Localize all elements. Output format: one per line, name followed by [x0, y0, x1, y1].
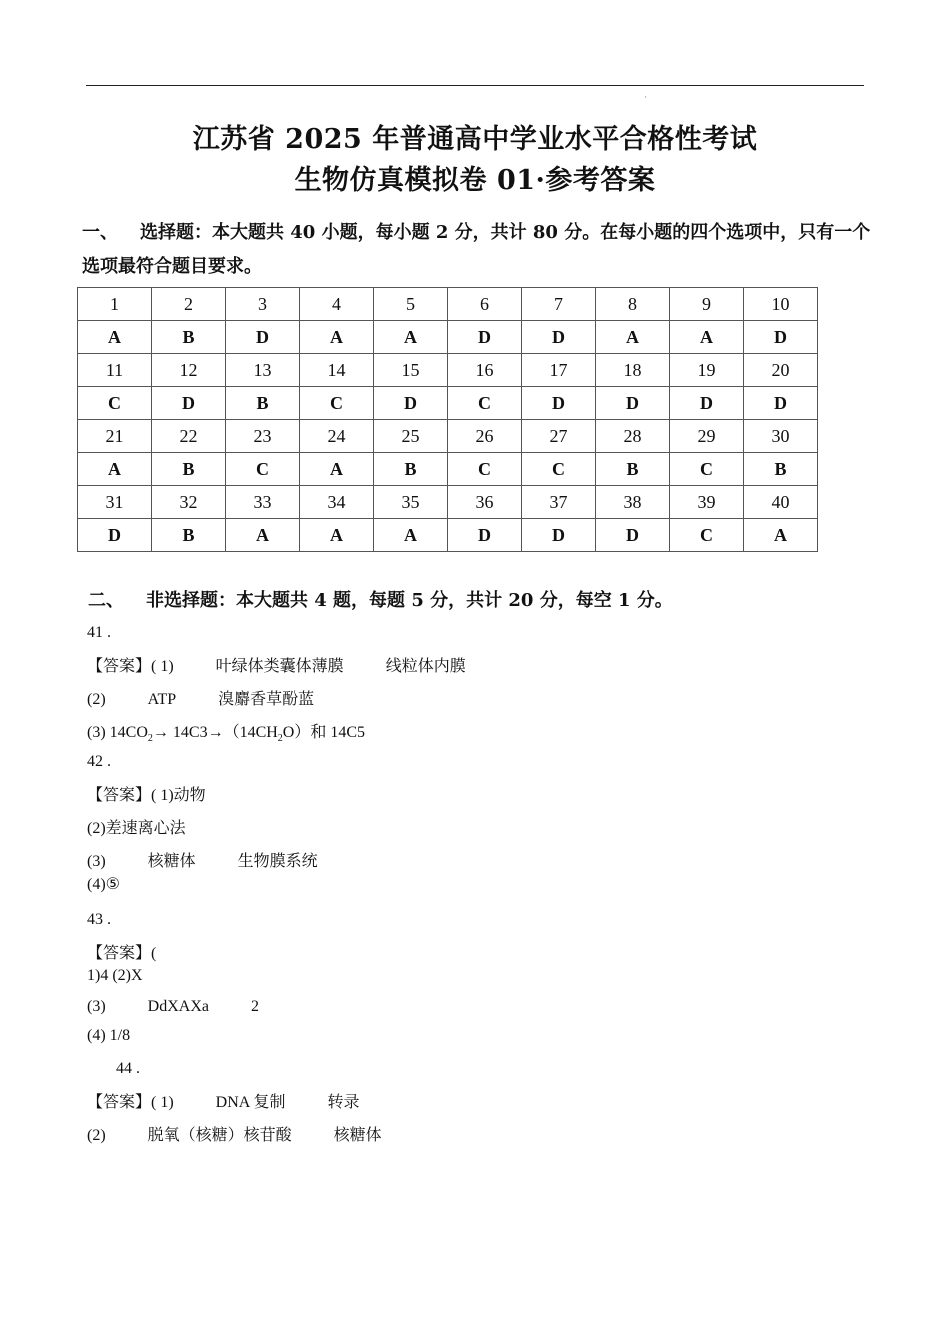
q41-answer-1 — [87, 653, 466, 676]
answer-letter-cell: D — [152, 387, 226, 420]
answer-letter-cell: B — [596, 453, 670, 486]
question-number-cell: 8 — [596, 288, 670, 321]
q44-l1-a: DNA 复制 — [215, 1094, 286, 1111]
answer-letter-cell: B — [226, 387, 300, 420]
q41-l2-a: ATP — [147, 691, 177, 708]
answer-letter-cell: A — [226, 519, 300, 552]
answer-letter-cell: D — [448, 519, 522, 552]
question-number-row — [78, 420, 818, 453]
question-number-cell: 23 — [226, 420, 300, 453]
section2-text: 非选择题：本大题共 4 题，每题 5 分，共计 20 分，每空 1 分。 — [146, 590, 673, 611]
answer-letter-cell: D — [596, 519, 670, 552]
q43-answer-4: (4) 1/8 — [87, 1027, 131, 1044]
answer-letter-cell: A — [374, 321, 448, 354]
answer-letter-cell: A — [374, 519, 448, 552]
question-number-cell: 38 — [596, 486, 670, 519]
q44-answer-1 — [87, 1089, 359, 1112]
question-number-cell: 25 — [374, 420, 448, 453]
answer-letter-cell: D — [374, 387, 448, 420]
question-number-cell: 28 — [596, 420, 670, 453]
q41-l1-prefix: 【答案】( 1) — [87, 658, 174, 675]
question-number-cell: 34 — [300, 486, 374, 519]
q43-answer-2: 1)4 (2)X — [87, 967, 143, 984]
q43-answer-1: 【答案】( — [87, 945, 157, 962]
q43-l3-prefix: (3) — [87, 998, 106, 1015]
q43-l3-b: 2 — [250, 998, 259, 1015]
answer-table — [77, 287, 818, 552]
question-number-cell: 24 — [300, 420, 374, 453]
q43-l3-a: DdXAXa — [147, 998, 209, 1015]
answer-letter-cell: A — [596, 321, 670, 354]
question-number-cell: 13 — [226, 354, 300, 387]
question-number-cell: 35 — [374, 486, 448, 519]
question-number-cell: 17 — [522, 354, 596, 387]
question-number-row — [78, 486, 818, 519]
answer-letter-cell: B — [152, 519, 226, 552]
question-number-cell: 20 — [744, 354, 818, 387]
q41-l2-prefix: (2) — [87, 691, 106, 708]
q44-l2-a: 脱氧（核糖）核苷酸 — [147, 1127, 292, 1144]
question-number-cell: 15 — [374, 354, 448, 387]
question-number-cell: 39 — [670, 486, 744, 519]
q43-answer-3 — [87, 998, 259, 1016]
answer-letter-cell: A — [300, 519, 374, 552]
question-number-cell: 22 — [152, 420, 226, 453]
question-number-cell: 19 — [670, 354, 744, 387]
answer-letter-cell: D — [78, 519, 152, 552]
question-number-row — [78, 354, 818, 387]
q41-l3-sub2: 2 — [277, 733, 283, 745]
answer-letter-cell: D — [226, 321, 300, 354]
section1-heading — [82, 216, 872, 284]
q42-l3-a: 核糖体 — [147, 853, 196, 870]
q42-answer-2: (2)差速离心法 — [87, 820, 186, 837]
question-number-cell: 6 — [448, 288, 522, 321]
question-number-cell: 16 — [448, 354, 522, 387]
question-number-cell: 36 — [448, 486, 522, 519]
q44-l1-b: 转录 — [327, 1094, 360, 1111]
answer-letter-row — [78, 519, 818, 552]
q41-label: 41 . — [87, 624, 111, 641]
q42-answer-1: 【答案】( 1)动物 — [87, 787, 206, 804]
question-number-cell: 7 — [522, 288, 596, 321]
q41-l1-b: 线粒体内膜 — [385, 658, 466, 675]
answer-letter-row — [78, 321, 818, 354]
header-mark: ' — [645, 96, 647, 103]
q42-answer-4: (4)⑤ — [87, 876, 120, 893]
question-number-cell: 21 — [78, 420, 152, 453]
answer-letter-cell: D — [744, 387, 818, 420]
answer-letter-cell: A — [744, 519, 818, 552]
answer-letter-cell: D — [522, 321, 596, 354]
answer-letter-cell: B — [374, 453, 448, 486]
page-subtitle: 生物仿真模拟卷 01·参考答案 — [294, 165, 656, 196]
question-number-cell: 31 — [78, 486, 152, 519]
answer-letter-cell: C — [522, 453, 596, 486]
q44-answer-2 — [87, 1122, 382, 1145]
answer-letter-cell: B — [744, 453, 818, 486]
header-rule — [86, 85, 864, 86]
answer-letter-cell: A — [78, 453, 152, 486]
question-number-cell: 26 — [448, 420, 522, 453]
section1-text: 选择题：本大题共 40 小题，每小题 2 分，共计 80 分。在每小题的四个选项中，只有一个选项最符合题目要求。 — [82, 222, 871, 277]
answer-letter-row — [78, 453, 818, 486]
q41-l3-a: (3) 14CO — [87, 724, 148, 741]
question-number-cell: 14 — [300, 354, 374, 387]
q41-l3-sub1: 2 — [147, 733, 153, 745]
question-number-cell: 4 — [300, 288, 374, 321]
question-number-cell: 33 — [226, 486, 300, 519]
section2-heading — [88, 586, 673, 612]
question-number-cell: 12 — [152, 354, 226, 387]
q41-l2-b: 溴麝香草酚蓝 — [218, 691, 315, 708]
q42-answer-3 — [87, 848, 318, 871]
q41-answer-3 — [87, 719, 365, 744]
question-number-cell: 18 — [596, 354, 670, 387]
q41-l3-b: → 14C3→（14CH — [152, 724, 278, 741]
question-number-cell: 3 — [226, 288, 300, 321]
answer-letter-cell: D — [448, 321, 522, 354]
question-number-cell: 2 — [152, 288, 226, 321]
question-number-cell: 11 — [78, 354, 152, 387]
q41-answer-2 — [87, 686, 314, 709]
question-number-cell: 5 — [374, 288, 448, 321]
answer-letter-cell: D — [596, 387, 670, 420]
question-number-cell: 1 — [78, 288, 152, 321]
q41-l3-c: O）和 14C5 — [282, 724, 366, 741]
answer-letter-cell: A — [670, 321, 744, 354]
question-number-cell: 37 — [522, 486, 596, 519]
q41-l1-a: 叶绿体类囊体薄膜 — [215, 658, 344, 675]
answer-letter-cell: C — [226, 453, 300, 486]
section1-number: 一、 — [82, 222, 118, 243]
q44-l1-prefix: 【答案】( 1) — [87, 1094, 174, 1111]
answer-letter-row — [78, 387, 818, 420]
answer-letter-cell: C — [670, 453, 744, 486]
q42-label: 42 . — [87, 753, 111, 770]
answer-letter-cell: D — [670, 387, 744, 420]
q44-l2-prefix: (2) — [87, 1127, 106, 1144]
page-title: 江苏省 2025 年普通高中学业水平合格性考试 — [192, 124, 758, 155]
question-number-cell: 32 — [152, 486, 226, 519]
answer-letter-cell: B — [152, 453, 226, 486]
question-number-cell: 27 — [522, 420, 596, 453]
question-number-cell: 29 — [670, 420, 744, 453]
question-number-row — [78, 288, 818, 321]
answer-letter-cell: D — [522, 387, 596, 420]
question-number-cell: 40 — [744, 486, 818, 519]
q44-label: 44 . — [116, 1060, 140, 1077]
answer-letter-cell: A — [300, 453, 374, 486]
q42-l3-prefix: (3) — [87, 853, 106, 870]
q44-l2-b: 核糖体 — [333, 1127, 382, 1144]
answer-letter-cell: C — [448, 387, 522, 420]
answer-letter-cell: D — [522, 519, 596, 552]
section2-number: 二、 — [88, 590, 124, 611]
answer-letter-cell: C — [670, 519, 744, 552]
answer-letter-cell: C — [78, 387, 152, 420]
q42-l3-b: 生物膜系统 — [237, 853, 318, 870]
answer-letter-cell: A — [78, 321, 152, 354]
answer-letter-cell: A — [300, 321, 374, 354]
answer-letter-cell: C — [300, 387, 374, 420]
question-number-cell: 9 — [670, 288, 744, 321]
q43-label: 43 . — [87, 911, 111, 928]
answer-letter-cell: B — [152, 321, 226, 354]
question-number-cell: 10 — [744, 288, 818, 321]
question-number-cell: 30 — [744, 420, 818, 453]
answer-letter-cell: D — [744, 321, 818, 354]
answer-letter-cell: C — [448, 453, 522, 486]
